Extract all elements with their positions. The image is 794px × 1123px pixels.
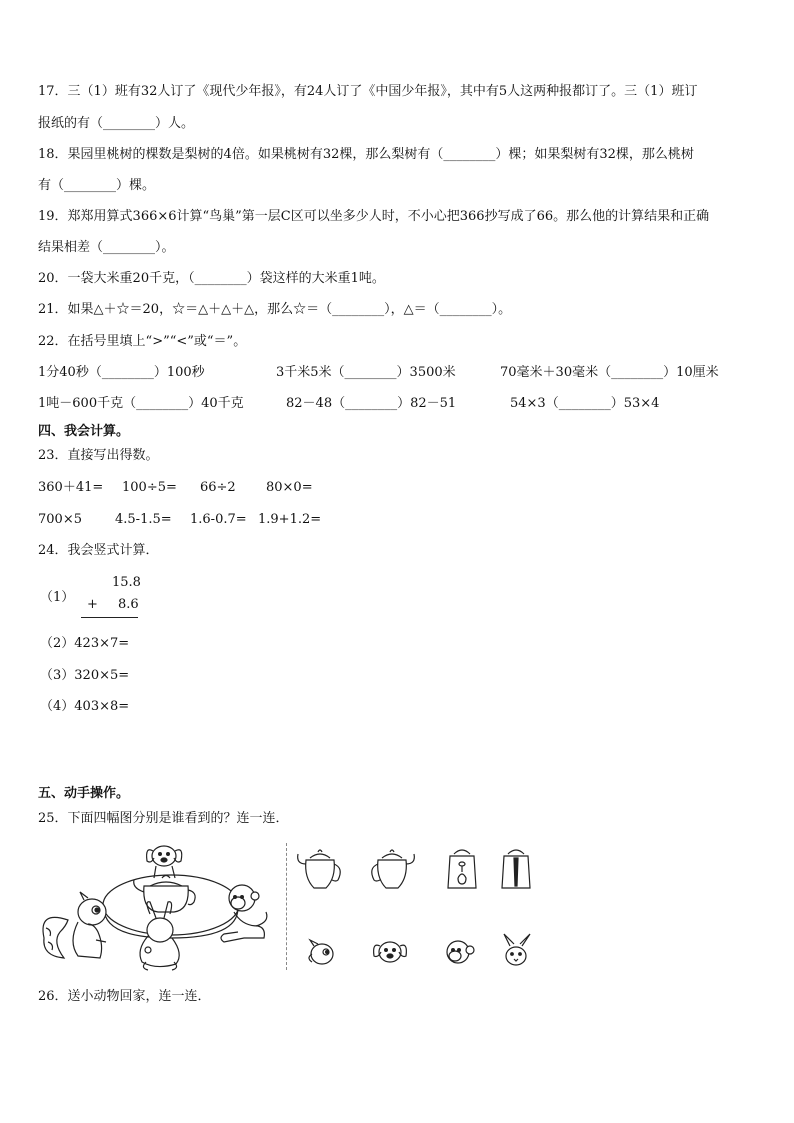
q23-item-2: 100÷5= xyxy=(122,480,177,495)
q23-item-8: 1.9+1.2= xyxy=(258,512,322,527)
q17-line2: 报纸的有（________）人。 xyxy=(38,116,195,131)
q25-animal-heads xyxy=(304,934,534,974)
q23-item-5: 700×5 xyxy=(38,512,82,527)
q24-p1-operator: + xyxy=(87,597,98,612)
dog-figure xyxy=(147,846,182,878)
q23-title: 23．直接写出得数。 xyxy=(38,448,159,463)
q26-title: 26．送小动物回家，连一连． xyxy=(38,989,211,1004)
section-5-title: 五、动手操作。 xyxy=(38,786,130,801)
q23-item-6: 4.5-1.5= xyxy=(115,512,172,527)
q24-p1-label: （1） xyxy=(40,590,75,605)
q22-instruction: 22．在括号里填上“>”“<”或“＝”。 xyxy=(38,334,247,349)
q24-p1-underline xyxy=(81,617,138,618)
section-4-title: 四、我会计算。 xyxy=(38,424,130,439)
q22-item-4: 1吨－600千克（________）40千克 xyxy=(38,396,244,411)
q23-item-1: 360＋41= xyxy=(38,480,104,495)
q22-item-1: 1分40秒（________）100秒 xyxy=(38,365,205,380)
q18-line2: 有（________）棵。 xyxy=(38,178,156,193)
q23-item-4: 80×0= xyxy=(266,480,313,495)
q17-line1: 17．三（1）班有32人订了《现代少年报》，有24人订了《中国少年报》，其中有5人这两种报都订了。三（1）班订 xyxy=(38,84,698,99)
q21-line1: 21．如果△＋☆＝20，☆＝△＋△＋△，那么☆＝（________），△＝（________）。 xyxy=(38,302,512,317)
q25-teapot-views xyxy=(296,848,536,898)
squirrel-head xyxy=(309,940,333,964)
rabbit-head xyxy=(504,934,530,965)
q20-line1: 20．一袋大米重20千克，（________）袋这样的大米重1吨。 xyxy=(38,271,385,286)
teapot-view-left-spout xyxy=(298,850,341,888)
q19-line2: 结果相差（________）。 xyxy=(38,240,175,255)
q22-item-3: 70毫米＋30毫米（________）10厘米 xyxy=(500,365,719,380)
q24-p1-bottom: 8.6 xyxy=(118,597,139,612)
q22-item-2: 3千米5米（________）3500米 xyxy=(276,365,456,380)
teapot-view-front xyxy=(448,850,476,888)
teapot-view-back xyxy=(502,850,530,888)
dog-head xyxy=(374,942,407,962)
q23-item-3: 66÷2 xyxy=(200,480,236,495)
q24-p4: （4）403×8= xyxy=(40,699,130,714)
q23-item-7: 1.6-0.7= xyxy=(190,512,247,527)
q24-title: 24．我会竖式计算． xyxy=(38,543,159,558)
q25-scene-illustration xyxy=(38,842,270,972)
q25-divider xyxy=(286,843,287,970)
q19-line1: 19．郑郑用算式366×6计算“鸟巢”第一层C区可以坐多少人时，不小心把366抄写成了66。那么他的计算结果和正确 xyxy=(38,209,710,224)
q18-line1: 18．果园里桃树的棵数是梨树的4倍。如果桃树有32棵，那么梨树有（________）棵；如果梨树有32棵，那么桃树 xyxy=(38,147,694,162)
q24-p1-top: 15.8 xyxy=(112,575,141,590)
q25-title: 25．下面四幅图分别是谁看到的？连一连． xyxy=(38,811,289,826)
teapot-view-right-spout xyxy=(372,850,415,888)
q22-item-6: 54×3（________）53×4 xyxy=(510,396,660,411)
q24-p2: （2）423×7= xyxy=(40,636,130,651)
q22-item-5: 82－48（________）82－51 xyxy=(286,396,457,411)
monkey-head xyxy=(447,941,474,963)
squirrel-figure xyxy=(43,892,106,958)
q24-p3: （3）320×5= xyxy=(40,668,130,683)
